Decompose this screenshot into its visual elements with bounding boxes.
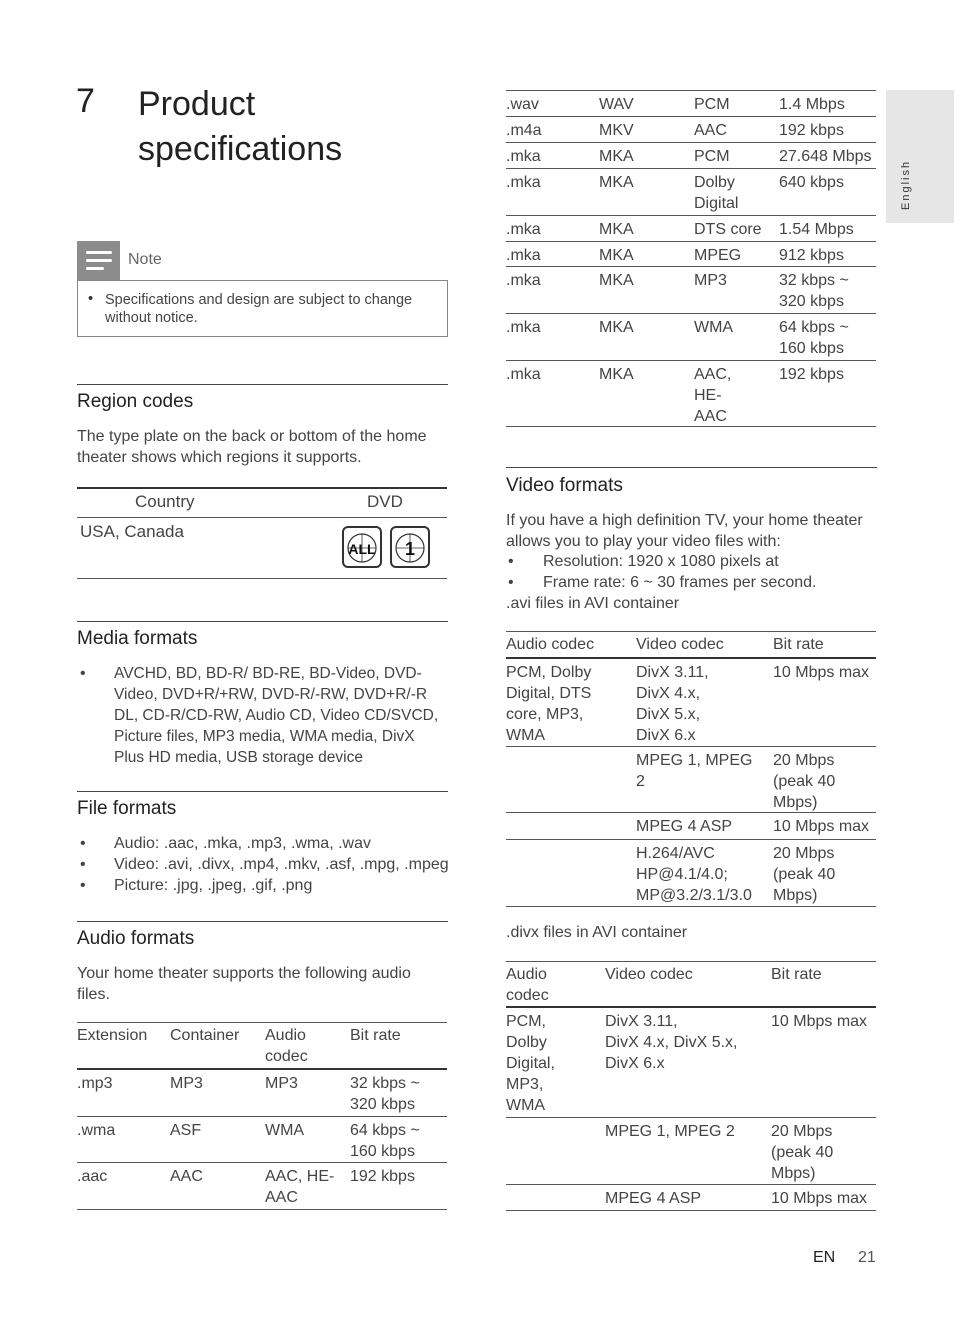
region-header-dvd: DVD	[367, 492, 403, 511]
audio-formats-heading: Audio formats	[77, 928, 195, 949]
audio-row-cell-bitrate: 27.648 Mbps	[779, 148, 872, 165]
note-body	[77, 280, 448, 337]
table-rule	[506, 657, 876, 659]
media-formats-line: Plus HD media, USB storage device	[114, 749, 363, 766]
audio-row-cell-container: MKA	[599, 148, 634, 165]
region-all-icon	[342, 526, 382, 568]
divx-row-cell-video: MPEG 1, MPEG 2	[605, 1123, 735, 1140]
table-rule	[506, 1117, 876, 1118]
audio-row-cell-codec: PCM	[694, 148, 730, 165]
table-rule	[506, 241, 876, 242]
audio-header-extension: Extension	[77, 1027, 148, 1044]
media-formats-line: DL, CD-R/CD-RW, Audio CD, Video CD/SVCD,	[114, 707, 439, 724]
divx-row-cell-video: DivX 3.11, DivX 4.x, DivX 5.x, DivX 6.x	[605, 1013, 738, 1072]
table-rule	[506, 961, 876, 962]
audio-row-cell-bitrate: 64 kbps ~ 160 kbps	[350, 1122, 420, 1160]
divx-header-audio-line1: Audio	[506, 966, 547, 983]
list-bullet: •	[80, 856, 86, 873]
table-rule	[77, 1068, 447, 1070]
language-tab-label: English	[900, 159, 912, 210]
chapter-title	[138, 82, 438, 172]
table-rule	[506, 631, 876, 632]
table-rule	[506, 360, 876, 361]
media-formats-list	[114, 663, 454, 768]
table-rule	[506, 313, 876, 314]
audio-row-cell-codec: WMA	[265, 1122, 305, 1139]
region-1-label: 1	[404, 539, 416, 559]
divx-header-bitrate: Bit rate	[771, 966, 822, 983]
table-rule	[77, 487, 447, 489]
file-format-audio: Audio: .aac, .mka, .mp3, .wma, .wav	[114, 835, 371, 852]
avi-header-bitrate: Bit rate	[773, 636, 824, 653]
divx-row-cell-bitrate: 10 Mbps max	[771, 1013, 868, 1030]
table-rule	[77, 517, 447, 518]
audio-row-cell-container: MKV	[599, 122, 634, 139]
avi-row-cell-audio: PCM, Dolby Digital, DTS core, MP3, WMA	[506, 664, 592, 744]
avi-row-cell-video: DivX 3.11, DivX 4.x, DivX 5.x, DivX 6.x	[636, 664, 709, 744]
avi-header-audio: Audio codec	[506, 636, 595, 653]
audio-row-cell-bitrate: 1.4 Mbps	[779, 96, 845, 113]
note-icon	[77, 241, 120, 281]
avi-row-cell-bitrate: 20 Mbps (peak 40 Mbps)	[773, 845, 836, 904]
note-bullet: •	[88, 291, 94, 307]
divx-row-cell-audio: PCM, Dolby Digital, MP3, WMA	[506, 1013, 555, 1114]
avi-header-video: Video codec	[636, 636, 724, 653]
audio-row-cell-bitrate: 192 kbps	[779, 122, 844, 139]
table-rule	[506, 90, 876, 91]
divx-header-audio	[506, 964, 549, 1006]
audio-row-cell-codec: MP3	[694, 272, 727, 289]
page-number: 21	[858, 1249, 876, 1266]
divx-row-cell-bitrate: 20 Mbps (peak 40 Mbps)	[771, 1123, 834, 1182]
audio-row-cell-ext: .mka	[506, 319, 541, 336]
table-rule	[506, 1006, 876, 1008]
avi-row-cell-video: MPEG 1, MPEG 2	[636, 752, 753, 790]
chapter-title-line1: Product	[138, 85, 256, 123]
table-rule	[77, 1022, 447, 1023]
table-rule	[77, 1116, 447, 1117]
chapter-title-line2: specifications	[138, 130, 343, 168]
file-format-video: Video: .avi, .divx, .mp4, .mkv, .asf, .mpg, .mpeg	[114, 856, 449, 873]
audio-row-cell-codec: AAC, HE- AAC	[265, 1168, 335, 1206]
audio-row-cell-container: WAV	[599, 96, 634, 113]
table-rule	[506, 1210, 876, 1211]
divx-row-cell-video: MPEG 4 ASP	[605, 1190, 702, 1207]
audio-row-cell-container: MKA	[599, 247, 634, 264]
table-rule	[77, 578, 447, 579]
table-rule	[77, 1209, 447, 1210]
audio-row-cell-container: MKA	[599, 366, 634, 383]
region-header-country: Country	[135, 492, 195, 511]
video-formats-heading: Video formats	[506, 475, 623, 496]
table-rule	[77, 1162, 447, 1163]
table-rule	[506, 116, 876, 117]
divx-row-cell-bitrate: 10 Mbps max	[771, 1190, 868, 1207]
region-all-label: ALL	[348, 541, 376, 557]
audio-row-cell-container: MKA	[599, 174, 634, 191]
audio-row-cell-bitrate: 192 kbps	[779, 366, 844, 383]
file-format-picture: Picture: .jpg, .jpeg, .gif, .png	[114, 877, 313, 894]
audio-row-cell-ext: .aac	[77, 1168, 108, 1185]
media-formats-line: Picture files, MP3 media, WMA media, DivX	[114, 728, 415, 745]
audio-header-container: Container	[170, 1027, 240, 1044]
audio-row-cell-bitrate: 64 kbps ~ 160 kbps	[779, 319, 849, 357]
audio-formats-text: Your home theater supports the following audio files.	[77, 965, 411, 1003]
audio-row-cell-bitrate: 640 kbps	[779, 174, 844, 191]
section-divider	[77, 791, 448, 792]
audio-row-cell-codec: AAC, HE- AAC	[694, 366, 732, 425]
audio-row-cell-bitrate: 32 kbps ~ 320 kbps	[779, 272, 849, 310]
audio-row-cell-bitrate: 192 kbps	[350, 1168, 415, 1185]
table-rule	[506, 812, 876, 813]
audio-row-cell-ext: .mka	[506, 247, 541, 264]
audio-row-cell-ext: .mka	[506, 148, 541, 165]
audio-row-cell-ext: .mp3	[77, 1075, 113, 1092]
footer-language: EN	[813, 1249, 836, 1266]
note-text: Specifications and design are subject to change without notice.	[105, 292, 413, 326]
table-rule	[506, 142, 876, 143]
audio-row-cell-ext: .mka	[506, 366, 541, 383]
audio-row-cell-container: MKA	[599, 319, 634, 336]
table-rule	[506, 839, 876, 840]
audio-row-cell-container: MKA	[599, 272, 634, 289]
list-bullet: •	[508, 574, 514, 591]
audio-row-cell-ext: .m4a	[506, 122, 542, 139]
video-resolution: Resolution: 1920 x 1080 pixels at	[543, 553, 779, 570]
table-rule	[506, 266, 876, 267]
audio-row-cell-ext: .wma	[77, 1122, 116, 1139]
audio-row-cell-ext: .mka	[506, 272, 541, 289]
section-divider	[77, 921, 448, 922]
media-formats-line: Video, DVD+R/+RW, DVD-R/-RW, DVD+R/-R	[114, 686, 428, 703]
audio-row-cell-codec: PCM	[694, 96, 730, 113]
region-codes-heading: Region codes	[77, 391, 194, 412]
divx-caption: .divx files in AVI container	[506, 924, 688, 941]
audio-row-cell-codec: MP3	[265, 1075, 298, 1092]
media-formats-heading: Media formats	[77, 628, 198, 649]
media-formats-bullet: •	[80, 665, 86, 682]
file-formats-heading: File formats	[77, 798, 177, 819]
avi-row-cell-bitrate: 10 Mbps max	[773, 664, 870, 681]
table-rule	[506, 746, 876, 747]
video-formats-intro	[506, 510, 863, 552]
audio-row-cell-ext: .mka	[506, 221, 541, 238]
divx-header-video: Video codec	[605, 966, 693, 983]
language-tab	[886, 90, 954, 223]
region-country-value: USA, Canada	[80, 522, 184, 541]
audio-row-cell-container: ASF	[170, 1122, 202, 1139]
audio-row-cell-container: AAC	[170, 1168, 203, 1185]
audio-row-cell-codec: DTS core	[694, 221, 762, 238]
audio-row-cell-codec: AAC	[694, 122, 727, 139]
audio-row-cell-codec: MPEG	[694, 247, 742, 264]
table-rule	[506, 1184, 876, 1185]
avi-row-cell-video: MPEG 4 ASP	[636, 818, 733, 835]
avi-row-cell-video: H.264/AVC HP@4.1/4.0; MP@3.2/3.1/3.0	[636, 845, 752, 904]
section-divider	[77, 621, 448, 622]
divx-header-audio-line2: codec	[506, 987, 549, 1004]
audio-header-codec	[265, 1025, 308, 1067]
audio-row-cell-ext: .wav	[506, 96, 539, 113]
note-box	[77, 241, 448, 336]
section-divider	[77, 384, 448, 385]
region-codes-text: The type plate on the back or bottom of the home theater shows which regions it supports.	[77, 428, 427, 466]
avi-row-cell-bitrate: 10 Mbps max	[773, 818, 870, 835]
section-divider	[506, 467, 877, 468]
region-1-icon	[390, 526, 430, 568]
list-bullet: •	[80, 835, 86, 852]
table-rule	[506, 906, 876, 907]
video-frame-rate: Frame rate: 6 ~ 30 frames per second.	[543, 574, 817, 591]
audio-row-cell-bitrate: 912 kbps	[779, 247, 844, 264]
audio-header-bitrate: Bit rate	[350, 1027, 401, 1044]
video-intro-line: allows you to play your video files with:	[506, 533, 781, 550]
avi-row-cell-bitrate: 20 Mbps (peak 40 Mbps)	[773, 752, 836, 811]
chapter-number: 7	[76, 82, 95, 120]
note-label: Note	[128, 251, 162, 268]
table-rule	[506, 168, 876, 169]
avi-caption: .avi files in AVI container	[506, 595, 680, 612]
audio-row-cell-bitrate: 32 kbps ~ 320 kbps	[350, 1075, 420, 1113]
audio-header-codec-line2: codec	[265, 1048, 308, 1065]
table-rule	[506, 426, 876, 427]
audio-row-cell-codec: Dolby Digital	[694, 174, 739, 212]
list-bullet: •	[508, 553, 514, 570]
video-intro-line: If you have a high definition TV, your home theater	[506, 512, 863, 529]
audio-row-cell-ext: .mka	[506, 174, 541, 191]
audio-header-codec-line1: Audio	[265, 1027, 306, 1044]
audio-row-cell-container: MP3	[170, 1075, 203, 1092]
list-bullet: •	[80, 877, 86, 894]
audio-row-cell-codec: WMA	[694, 319, 734, 336]
table-rule	[506, 215, 876, 216]
media-formats-line: AVCHD, BD, BD-R/ BD-RE, BD-Video, DVD-	[114, 665, 422, 682]
audio-row-cell-container: MKA	[599, 221, 634, 238]
audio-row-cell-bitrate: 1.54 Mbps	[779, 221, 854, 238]
